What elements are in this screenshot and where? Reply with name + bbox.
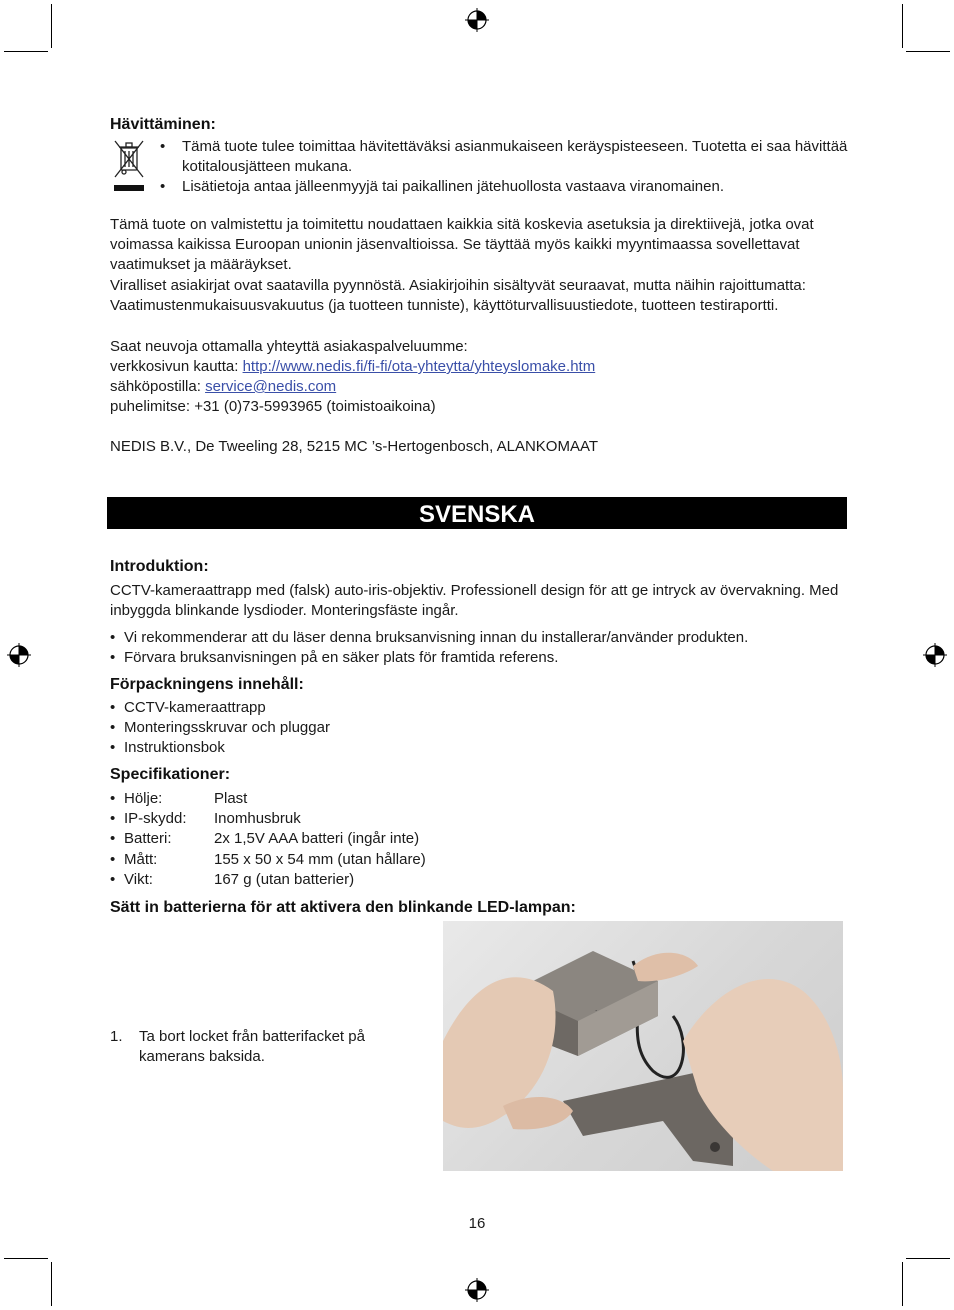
spec-value: Plast [214,790,248,807]
package-list [110,698,850,759]
list-item: • Lisätietoja antaa jälleenmyyjä tai paikallinen jätehuollosta vastaava viranomainen. [160,177,850,197]
email-label: sähköpostilla: [110,378,206,395]
spec-row [110,789,850,809]
disposal-list [160,137,850,198]
page-number: 16 [468,1215,486,1232]
spec-value: 2x 1,5V AAA batteri (ingår inte) [214,830,420,848]
step-text: Ta bort locket från batterifacket på kamerans baksida. [139,1028,365,1066]
list-item: • CCTV-kameraattrapp [110,698,850,718]
list-item: • Förvara bruksanvisningen på en säker plats för framtida referens. [110,648,850,668]
step-1 [110,1027,400,1067]
spec-row [110,829,850,849]
crop-mark [51,1262,52,1306]
spec-key: IP-skydd: [124,810,187,828]
product-photo [443,921,843,1171]
step-number: 1. [110,1028,123,1045]
list-item: • Instruktionsbok [110,738,850,758]
crop-mark [51,4,52,48]
spec-value: Inomhusbruk [214,810,301,828]
spec-key: Vikt: [124,870,153,888]
registration-mark-icon [923,643,947,667]
spec-value: 167 g (utan batterier) [214,870,355,888]
svg-text:.: . [595,1004,598,1013]
web-contact-line [110,357,850,377]
company-address: NEDIS B.V., De Tweeling 28, 5215 MC ’s-Hertogenbosch, ALANKOMAAT [110,438,599,455]
compliance-text: Tämä tuote on valmistettu ja toimitettu noudattaen kaikkia sitä koskevia asetuksia ja direktiivejä, jotka ovat voimassa kaikissa Euroopan unionin jäsenvaltioissa. Se täyttää myös kaikki myyntimaassa sovellettavat vaatimukset ja määräykset. [110,216,814,274]
documents-text: Viralliset asiakirjat ovat saatavilla pyynnöstä. Asiakirjoihin sisältyvät seuraavat, mutta näihin rajoittumatta: Vaatimustenmukaisuusvakuutus (ja tuotteen tunniste), käyttöturvallisuustiedote, tuotteen testiraportti. [110,277,806,315]
list-item: • Monteringsskruvar och pluggar [110,718,850,738]
spec-row [110,870,850,890]
crop-mark [902,4,903,48]
spec-row [110,850,850,870]
web-link[interactable]: http://www.nedis.fi/fi-fi/ota-yhteytta/yhteyslomake.htm [242,358,596,375]
spec-key: Batteri: [124,830,172,848]
spec-value: 155 x 50 x 54 mm (utan hållare) [214,850,426,868]
intro-heading: Introduktion: [110,558,209,575]
intro-bullets [110,628,850,668]
email-link[interactable]: service@nedis.com [205,378,337,395]
battery-heading: Sätt in batterierna för att aktivera den blinkande LED-lampan: [110,899,576,916]
language-banner: SVENSKA [107,497,847,529]
web-label: verkkosivun kautta: [110,358,243,375]
spec-list [110,789,850,890]
list-item: • Tämä tuote tulee toimittaa hävitettäväksi asianmukaiseen keräyspisteeseen. Tuotetta ei saa hävittää kotitalousjätteen mukana. [160,137,850,177]
registration-mark-icon [465,8,489,32]
email-contact-line [110,377,850,397]
camera-in-hands-illustration [443,921,843,1171]
crossed-bin-icon [112,138,146,194]
phone-contact-line: puhelimitse: +31 (0)73-5993965 (toimistoaikoina) [110,398,436,415]
list-item: • Vi rekommenderar att du läser denna bruksanvisning innan du installerar/använder produkten. [110,628,850,648]
crop-mark [902,1262,903,1306]
crop-mark [4,51,48,52]
intro-text: CCTV-kameraattrapp med (falsk) auto-iris-objektiv. Professionell design för att ge intryck av övervakning. Med inbyggda blinkande lysdioder. Monteringsfäste ingår. [110,582,839,620]
spec-heading: Specifikationer: [110,766,231,783]
registration-mark-icon [7,643,31,667]
package-heading: Förpackningens innehåll: [110,676,304,693]
registration-mark-icon [465,1278,489,1302]
crop-mark [4,1258,48,1259]
spec-key: Mått: [124,850,158,868]
disposal-heading: Hävittäminen: [110,116,216,133]
crop-mark [906,1258,950,1259]
spec-key: Hölje: [124,790,163,807]
spec-row [110,809,850,829]
crop-mark [906,51,950,52]
contact-intro: Saat neuvoja ottamalla yhteyttä asiakaspalveluumme: [110,338,468,355]
